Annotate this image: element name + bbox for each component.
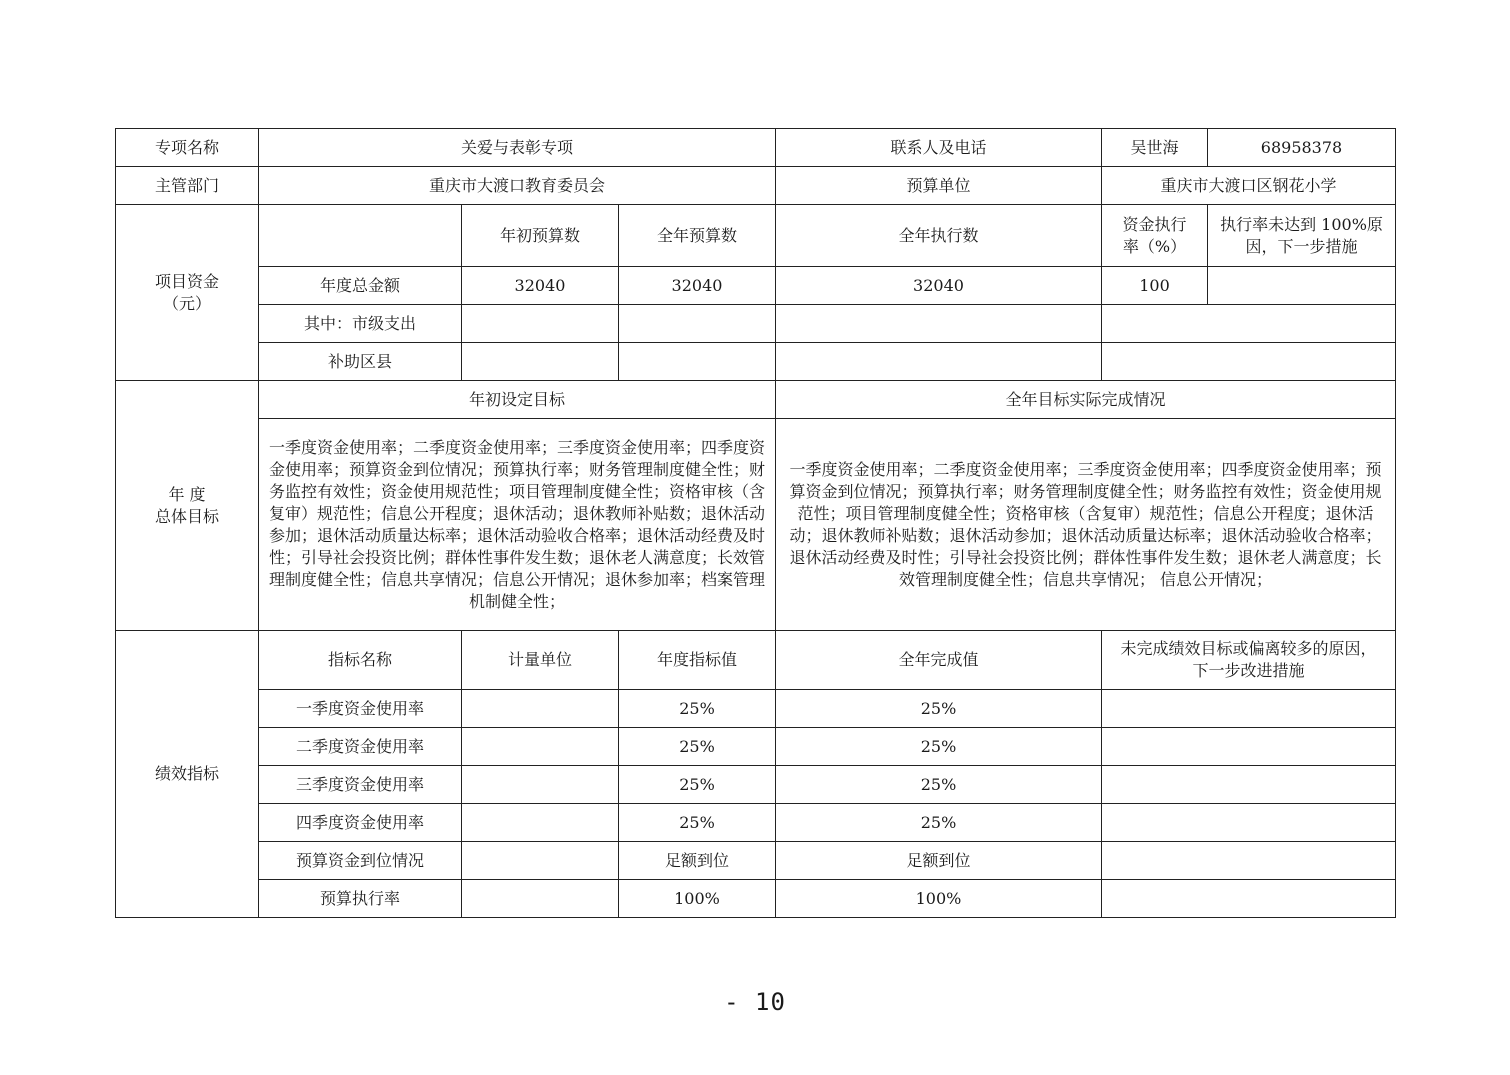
- goals-section-label: 年 度 总体目标: [116, 381, 259, 631]
- funds-row-initial: 32040: [462, 267, 619, 305]
- funds-row-label: 年度总金额: [259, 267, 462, 305]
- funds-row-executed: [776, 343, 1102, 381]
- perf-col-unit: 计量单位: [462, 631, 619, 690]
- perf-row-reason: [1102, 728, 1396, 766]
- goals-actual-text: 一季度资金使用率；二季度资金使用率；三季度资金使用率；四季度资金使用率；预算资金到位情况；预算执行率；财务管理制度健全性；财务监控有效性；资金使用规范性；项目管理制度健全性；资格审核（含复审）规范性；信息公开程度；退休活动；退休教师补贴数；退休活动参加；退休活动质量达标率；退休活动验收合格率；退休活动经费及时性；引导社会投资比例；群体性事件发生数；退休老人满意度；长效管理制度健全性；信息共享情况； 信息公开情况；: [776, 419, 1396, 631]
- funds-row-full-year: [619, 343, 776, 381]
- perf-row-unit: [462, 690, 619, 728]
- funds-col-reason: 执行率未达到 100%原因，下一步措施: [1208, 205, 1396, 267]
- performance-evaluation-form: [115, 128, 1396, 918]
- perf-row-reason: [1102, 880, 1396, 918]
- perf-row-target: 25%: [619, 804, 776, 842]
- perf-row-name: 三季度资金使用率: [259, 766, 462, 804]
- funds-col-initial: 年初预算数: [462, 205, 619, 267]
- dept-label: 主管部门: [116, 167, 259, 205]
- perf-row-target: 25%: [619, 766, 776, 804]
- perf-row-unit: [462, 880, 619, 918]
- goals-actual-title: 全年目标实际完成情况: [776, 381, 1396, 419]
- perf-row-unit: [462, 842, 619, 880]
- project-name-label: 专项名称: [116, 129, 259, 167]
- perf-row-actual: 100%: [776, 880, 1102, 918]
- perf-row-unit: [462, 804, 619, 842]
- page-number: - 10: [724, 988, 786, 1016]
- perf-col-reason: 未完成绩效目标或偏离较多的原因，下一步改进措施: [1102, 631, 1396, 690]
- funds-col-executed: 全年执行数: [776, 205, 1102, 267]
- funds-row-full-year: [619, 305, 776, 343]
- funds-section-label: 项目资金 （元）: [116, 205, 259, 381]
- contact-phone: 68958378: [1208, 129, 1396, 167]
- perf-col-actual: 全年完成值: [776, 631, 1102, 690]
- perf-row-name: 二季度资金使用率: [259, 728, 462, 766]
- perf-row-name: 预算执行率: [259, 880, 462, 918]
- dept: 重庆市大渡口教育委员会: [259, 167, 776, 205]
- perf-row-reason: [1102, 690, 1396, 728]
- funds-row-rate: [1102, 305, 1396, 343]
- goals-initial-text: 一季度资金使用率；二季度资金使用率；三季度资金使用率；四季度资金使用率；预算资金到位情况；预算执行率；财务管理制度健全性；财务监控有效性；资金使用规范性；项目管理制度健全性；资格审核（含复审）规范性；信息公开程度；退休活动；退休教师补贴数；退休活动参加；退休活动质量达标率；退休活动验收合格率；退休活动经费及时性；引导社会投资比例；群体性事件发生数；退休老人满意度；长效管理制度健全性；信息共享情况；信息公开情况；退休参加率；档案管理机制健全性；: [259, 419, 776, 631]
- perf-row-unit: [462, 766, 619, 804]
- funds-row-label: 其中：市级支出: [259, 305, 462, 343]
- funds-header-blank: [259, 205, 462, 267]
- perf-row-target: 25%: [619, 690, 776, 728]
- funds-col-full-year: 全年预算数: [619, 205, 776, 267]
- perf-row-actual: 足额到位: [776, 842, 1102, 880]
- budget-unit: 重庆市大渡口区钢花小学: [1102, 167, 1396, 205]
- perf-row-target: 足额到位: [619, 842, 776, 880]
- performance-section-label: 绩效指标: [116, 631, 259, 918]
- perf-row-actual: 25%: [776, 690, 1102, 728]
- perf-row-actual: 25%: [776, 728, 1102, 766]
- funds-row-rate: 100: [1102, 267, 1208, 305]
- funds-row-executed: 32040: [776, 267, 1102, 305]
- perf-row-name: 一季度资金使用率: [259, 690, 462, 728]
- goals-initial-title: 年初设定目标: [259, 381, 776, 419]
- perf-row-target: 25%: [619, 728, 776, 766]
- perf-row-name: 预算资金到位情况: [259, 842, 462, 880]
- perf-col-name: 指标名称: [259, 631, 462, 690]
- contact-label: 联系人及电话: [776, 129, 1102, 167]
- funds-col-rate: 资金执行率（%）: [1102, 205, 1208, 267]
- funds-row-full-year: 32040: [619, 267, 776, 305]
- funds-row-reason: [1208, 267, 1396, 305]
- perf-row-actual: 25%: [776, 804, 1102, 842]
- perf-row-actual: 25%: [776, 766, 1102, 804]
- funds-row-label: 补助区县: [259, 343, 462, 381]
- project-name: 关爱与表彰专项: [259, 129, 776, 167]
- funds-row-initial: [462, 305, 619, 343]
- perf-row-unit: [462, 728, 619, 766]
- funds-row-rate: [1102, 343, 1396, 381]
- funds-row-initial: [462, 343, 619, 381]
- funds-row-executed: [776, 305, 1102, 343]
- perf-row-target: 100%: [619, 880, 776, 918]
- perf-row-reason: [1102, 842, 1396, 880]
- contact-name: 吴世海: [1102, 129, 1208, 167]
- perf-row-reason: [1102, 804, 1396, 842]
- budget-unit-label: 预算单位: [776, 167, 1102, 205]
- perf-col-target: 年度指标值: [619, 631, 776, 690]
- perf-row-reason: [1102, 766, 1396, 804]
- perf-row-name: 四季度资金使用率: [259, 804, 462, 842]
